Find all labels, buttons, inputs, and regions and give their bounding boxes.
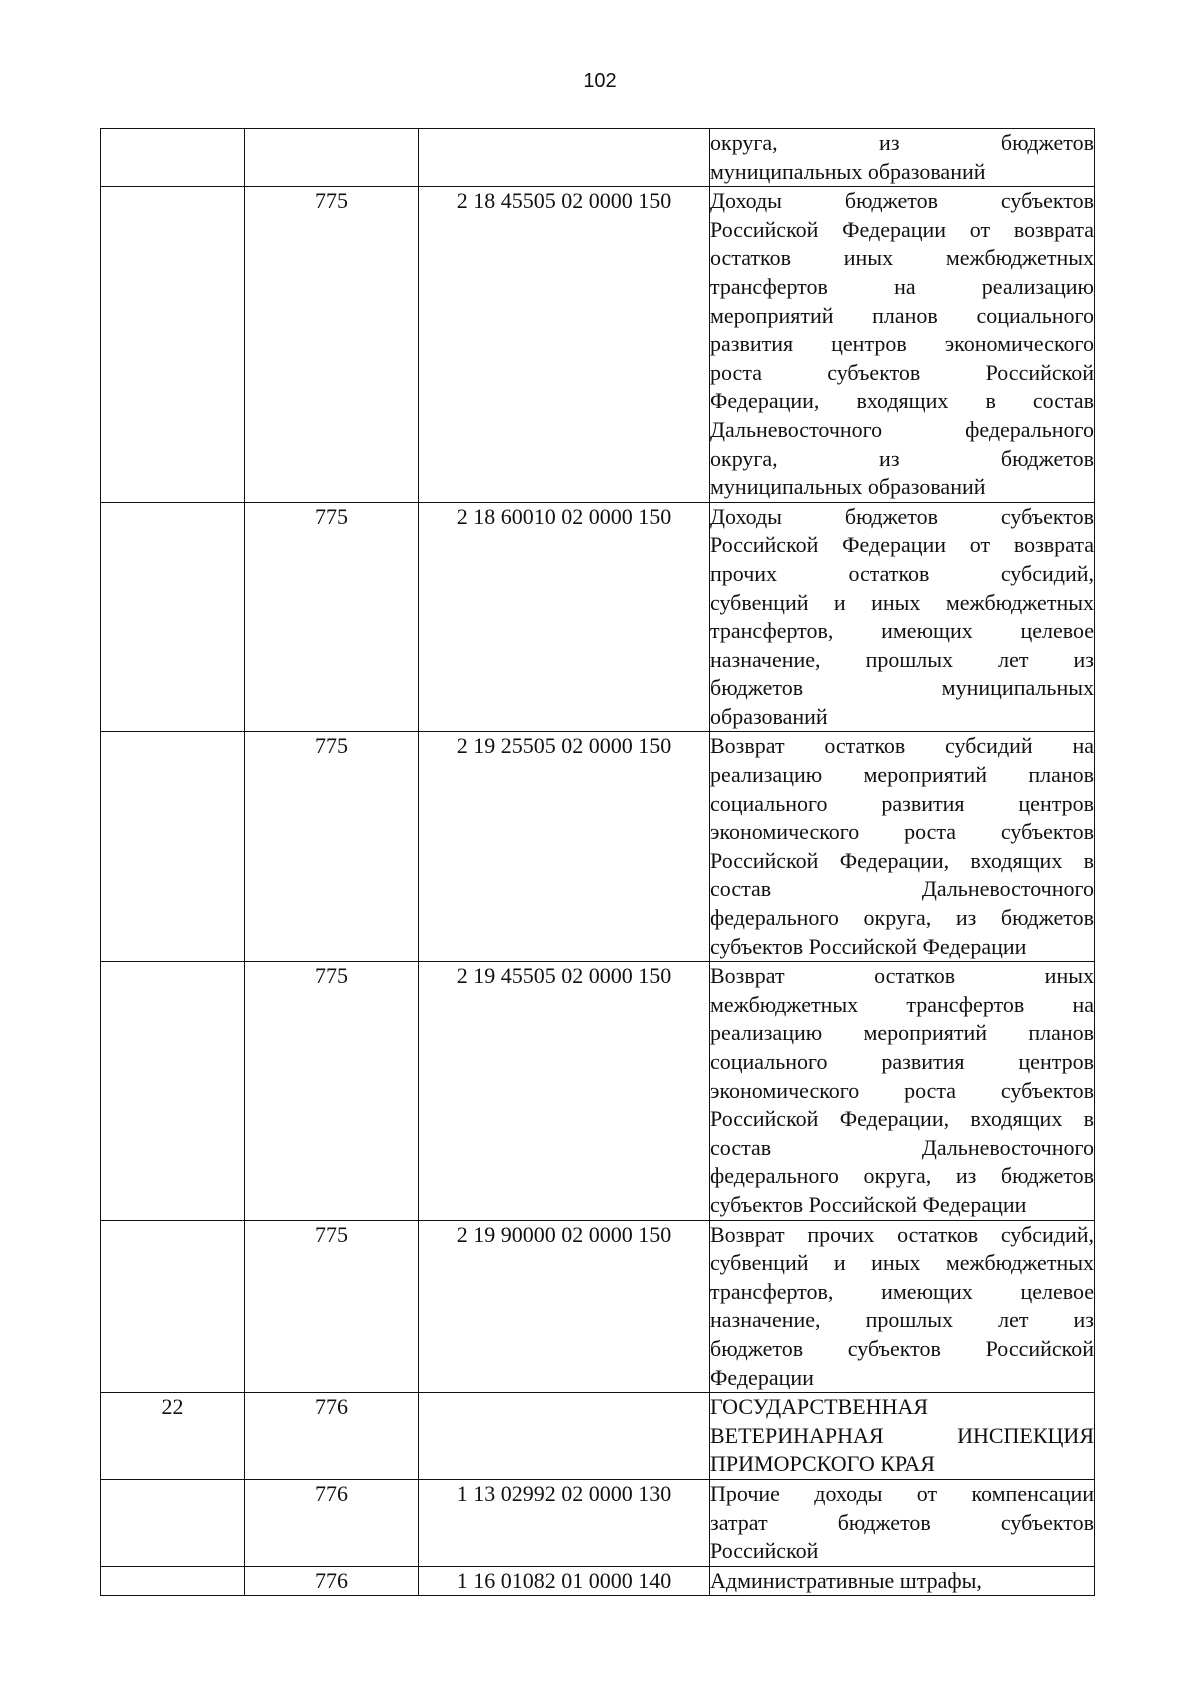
description-line: остатков иных межбюджетных bbox=[710, 245, 1094, 271]
description-line: субвенций и иных межбюджетных bbox=[710, 589, 1094, 615]
description-line: трансфертов, имеющих целевое bbox=[710, 618, 1094, 644]
admin-code-cell: 776 bbox=[245, 1566, 419, 1596]
revenue-code-cell: 1 16 01082 01 0000 140 bbox=[419, 1566, 710, 1596]
table-row bbox=[101, 129, 1095, 187]
table-row bbox=[101, 962, 1095, 1220]
revenue-code-cell bbox=[419, 129, 710, 187]
description-line: состав Дальневосточного bbox=[710, 1134, 1094, 1160]
description-line: развития центров экономического bbox=[710, 331, 1094, 357]
description-line: Дальневосточного федерального bbox=[710, 416, 1094, 442]
description-line: федерального округа, из бюджетов bbox=[710, 1163, 1094, 1189]
description-line: образований bbox=[710, 703, 828, 729]
description-line: ГОСУДАРСТВЕННАЯ bbox=[710, 1394, 929, 1420]
row-number-cell bbox=[101, 129, 245, 187]
budget-classification-table bbox=[100, 128, 1095, 1596]
description-line: бюджетов субъектов Российской bbox=[710, 1335, 1094, 1361]
admin-code-cell: 776 bbox=[245, 1479, 419, 1566]
description-line: бюджетов муниципальных bbox=[710, 675, 1094, 701]
description-line: муниципальных образований bbox=[710, 474, 986, 500]
table-row bbox=[101, 1220, 1095, 1393]
description-line: муниципальных образований bbox=[710, 158, 986, 184]
description-line: Федерации, входящих в состав bbox=[710, 388, 1094, 414]
table-row bbox=[101, 1479, 1095, 1566]
revenue-description-cell bbox=[710, 732, 1095, 962]
admin-code-cell: 775 bbox=[245, 732, 419, 962]
revenue-description-cell bbox=[710, 1220, 1095, 1393]
row-number-cell: 22 bbox=[101, 1393, 245, 1480]
description-line: Российской Федерации, входящих в bbox=[710, 847, 1094, 873]
revenue-description-cell bbox=[710, 1566, 1095, 1596]
description-line: Федерации bbox=[710, 1364, 814, 1390]
description-line: прочих остатков субсидий, bbox=[710, 560, 1094, 586]
description-line: трансфертов на реализацию bbox=[710, 273, 1094, 299]
admin-code-cell: 775 bbox=[245, 502, 419, 732]
admin-code-cell: 775 bbox=[245, 962, 419, 1220]
description-line: Возврат остатков иных bbox=[710, 963, 1094, 989]
description-line: субъектов Российской Федерации bbox=[710, 1191, 1027, 1217]
description-line: субвенций и иных межбюджетных bbox=[710, 1250, 1094, 1276]
description-line: округа, из бюджетов bbox=[710, 445, 1094, 471]
description-line: федерального округа, из бюджетов bbox=[710, 905, 1094, 931]
description-line: Доходы бюджетов субъектов bbox=[710, 503, 1094, 529]
description-line: межбюджетных трансфертов на bbox=[710, 991, 1094, 1017]
description-line: Доходы бюджетов субъектов bbox=[710, 188, 1094, 214]
description-line: Административные штрафы, bbox=[710, 1567, 982, 1593]
admin-code-cell bbox=[245, 129, 419, 187]
description-line: субъектов Российской Федерации bbox=[710, 933, 1027, 959]
table-body bbox=[101, 129, 1095, 1596]
row-number-cell bbox=[101, 1566, 245, 1596]
description-line: Возврат прочих остатков субсидий, bbox=[710, 1221, 1094, 1247]
description-line: экономического роста субъектов bbox=[710, 1077, 1094, 1103]
row-number-cell bbox=[101, 732, 245, 962]
row-number-cell bbox=[101, 187, 245, 503]
table-row bbox=[101, 732, 1095, 962]
description-line: назначение, прошлых лет из bbox=[710, 646, 1094, 672]
revenue-code-cell bbox=[419, 1393, 710, 1480]
row-number-cell bbox=[101, 502, 245, 732]
row-number-cell bbox=[101, 1220, 245, 1393]
revenue-code-cell: 2 19 45505 02 0000 150 bbox=[419, 962, 710, 1220]
description-line: Возврат остатков субсидий на bbox=[710, 733, 1094, 759]
description-line: ВЕТЕРИНАРНАЯ ИНСПЕКЦИЯ bbox=[710, 1422, 1094, 1448]
description-line: реализацию мероприятий планов bbox=[710, 1020, 1094, 1046]
revenue-description-cell bbox=[710, 502, 1095, 732]
row-number-cell bbox=[101, 962, 245, 1220]
description-line: социального развития центров bbox=[710, 1049, 1094, 1074]
description-line: мероприятий планов социального bbox=[710, 302, 1094, 328]
row-number-cell bbox=[101, 1479, 245, 1566]
table-row bbox=[101, 1393, 1095, 1480]
description-line: округа, из бюджетов bbox=[710, 130, 1094, 155]
description-line: ПРИМОРСКОГО КРАЯ bbox=[710, 1451, 935, 1477]
table-row bbox=[101, 502, 1095, 732]
revenue-description-cell bbox=[710, 187, 1095, 503]
table-row bbox=[101, 1566, 1095, 1596]
description-line: затрат бюджетов субъектов bbox=[710, 1509, 1094, 1535]
revenue-description-cell bbox=[710, 129, 1095, 187]
revenue-code-cell: 2 18 60010 02 0000 150 bbox=[419, 502, 710, 732]
description-line: экономического роста субъектов bbox=[710, 819, 1094, 845]
description-line: Российской Федерации от возврата bbox=[710, 532, 1094, 558]
table-row bbox=[101, 187, 1095, 503]
description-line: трансфертов, имеющих целевое bbox=[710, 1278, 1094, 1304]
revenue-code-cell: 2 18 45505 02 0000 150 bbox=[419, 187, 710, 503]
revenue-code-cell: 2 19 25505 02 0000 150 bbox=[419, 732, 710, 962]
revenue-description-cell bbox=[710, 962, 1095, 1220]
description-line: Прочие доходы от компенсации bbox=[710, 1480, 1094, 1506]
description-line: Российской bbox=[710, 1538, 819, 1564]
page-number: 102 bbox=[583, 70, 617, 92]
revenue-description-cell bbox=[710, 1393, 1095, 1480]
revenue-description-cell bbox=[710, 1479, 1095, 1566]
revenue-code-cell: 2 19 90000 02 0000 150 bbox=[419, 1220, 710, 1393]
description-line: роста субъектов Российской bbox=[710, 359, 1094, 385]
description-line: реализацию мероприятий планов bbox=[710, 762, 1094, 788]
admin-code-cell: 775 bbox=[245, 187, 419, 503]
admin-code-cell: 775 bbox=[245, 1220, 419, 1393]
revenue-code-cell: 1 13 02992 02 0000 130 bbox=[419, 1479, 710, 1566]
description-line: Российской Федерации, входящих в bbox=[710, 1106, 1094, 1132]
description-line: Российской Федерации от возврата bbox=[710, 216, 1094, 242]
description-line: социального развития центров bbox=[710, 790, 1094, 816]
description-line: назначение, прошлых лет из bbox=[710, 1307, 1094, 1333]
description-line: состав Дальневосточного bbox=[710, 876, 1094, 902]
admin-code-cell: 776 bbox=[245, 1393, 419, 1480]
